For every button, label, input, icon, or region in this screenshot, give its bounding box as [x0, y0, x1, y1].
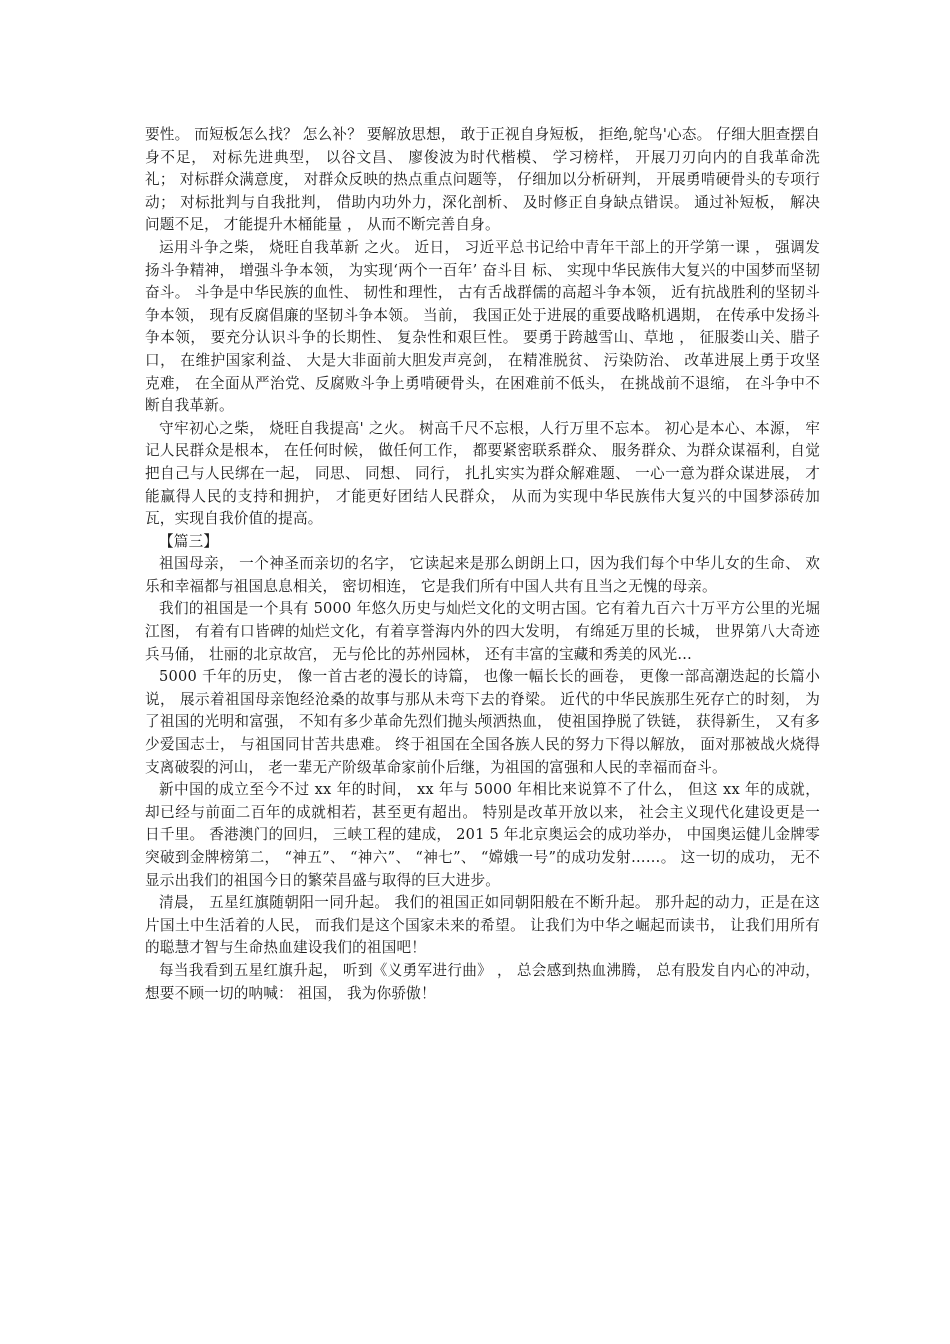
paragraph-2: 运用斗争之柴， 烧旺自我革新 之火。 近日， 习近平总书记给中青年干部上的开学第一课 ， 强调发扬斗争精神， 增强斗争本领， 为实现‘两个一百年’ 奋斗目 标、 实现中华民族伟大复兴的中国梦而坚韧奋斗。 斗争是中华民族的血性、 韧性和理性， 古有舌战群儒的高超斗争本领， 近有抗战胜利的坚韧斗争本领， 现有反腐倡廉的坚韧斗争本领。 当前， 我国正处于进展的重要战略机遇期， 在传承中发扬斗争本领， 要充分认识斗争的长期性、 复杂性和艰巨性。 要勇于跨越雪山、草地 ， 征服娄山关、腊子口， 在维护国家利益、 大是大非面前大胆发声亮剑， 在精准脱贫、 污染防治、 改革进展上勇于攻坚克难， 在全面从严治党、反腐败斗争上勇啃硬骨头，在困难前不低头， 在挑战前不退缩， 在斗争中不断自我革新。 [145, 238, 820, 415]
paragraph-3: 守牢初心之柴， 烧旺自我提高' 之火。 树高千尺不忘根，人行万里不忘本。 初心是本心、本源， 牢记人民群众是根本， 在任何时候， 做任何工作， 都要紧密联系群众、 服务群众、为群众谋福利，自觉把自己与人民绑在一起， 同思、 同想、 同行， 扎扎实实为群众解难题、 一心一意为群众谋进展， 才能赢得人民的支持和拥护， 才能更好团结人民群众， 从而为实现中华民族伟大复兴的中国梦添砖加瓦，实现自我价值的提高。 [145, 419, 820, 528]
paragraph-1: 要性。 而短板怎么找？ 怎么补？ 要解放思想， 敢于正视自身短板， 拒绝,鸵鸟'心态。 仔细大胆查摆自身不足， 对标先进典型， 以谷文昌、 廖俊波为时代楷模、 学习榜样， 开展刀刃向内的自我革命洗礼； 对标群众满意度， 对群众反映的热点重点问题等， 仔细加以分析研判， 开展勇啃硬骨头的专项行动； 对标批判与自我批判， 借助内功外力，深化剖析、 及时修正自身缺点错误。 通过补短板， 解决问题不足， 才能提升木桶能量 ， 从而不断完善自身。 [145, 126, 820, 234]
paragraph-4: 祖国母亲， 一个神圣而亲切的名字， 它读起来是那么朗朗上口，因为我们每个中华儿女的生命、 欢乐和幸福都与祖国息息相关， 密切相连， 它是我们所有中国人共有且当之无愧的母亲。 [145, 555, 820, 595]
document-body [145, 124, 820, 1005]
section-heading: 【篇三】 [159, 532, 219, 550]
paragraph-9: 每当我看到五星红旗升起， 听到《义勇军进行曲》 ， 总会感到热血沸腾， 总有股发自内心的冲动， 想要不顾一切的呐喊： 祖国， 我为你骄傲！ [145, 961, 820, 1002]
paragraph-7: 新中国的成立至今不过 xx 年的时间， xx 年与 5000 年相比来说算不了什么， 但这 xx 年的成就， 却已经与前面二百年的成就相若，甚至更有超出。 特别是改革开放以来， 社会主义现代化建设更是一日千里。 香港澳门的回归， 三峡工程的建成， 201 5 年北京奥运会的成功举办， 中国奥运健儿金牌零突破到金牌榜第二， “神五”、 “神六”、 “神七”、 “嫦娥一号”的成功发射……。 这一切的成功， 无不显示出我们的祖国今日的繁荣昌盛与取得的巨大进步。 [145, 781, 820, 889]
paragraph-8: 清晨， 五星红旗随朝阳一同升起。 我们的祖国正如同朝阳般在不断升起。 那升起的动力，正是在这片国土中生活着的人民， 而我们是这个国家未来的希望。 让我们为中华之崛起而读书， 让我们用所有的聪慧才智与生命热血建设我们的祖国吧！ [145, 894, 820, 957]
paragraph-5: 我们的祖国是一个具有 5000 年悠久历史与灿烂文化的文明古国。它有着九百六十万平方公里的光堀江图， 有着有口皆碑的灿烂文化，有着享誉海内外的四大发明， 有绵延万里的长城， 世界第八大奇迹兵马俑， 壮丽的北京故宫， 无与伦比的苏州园林， 还有丰富的宝藏和秀美的风光… [145, 600, 820, 663]
paragraph-6: 5000 千年的历史， 像一首古老的漫长的诗篇， 也像一幅长长的画卷， 更像一部高潮迭起的长篇小说， 展示着祖国母亲饱经沧桑的故事与那从未弯下去的脊梁。 近代的中华民族那生死存亡的时刻， 为了祖国的光明和富强， 不知有多少革命先烈们抛头颅洒热血， 使祖国挣脱了铁链， 获得新生， 又有多少爱国志士， 与祖国同甘苦共患难。 终于祖国在全国各族人民的努力下得以解放， 面对那被战火烧得支离破裂的河山， 老一辈无产阶级革命家前仆后继，为祖国的富强和人民的幸福而奋斗。 [145, 668, 820, 776]
